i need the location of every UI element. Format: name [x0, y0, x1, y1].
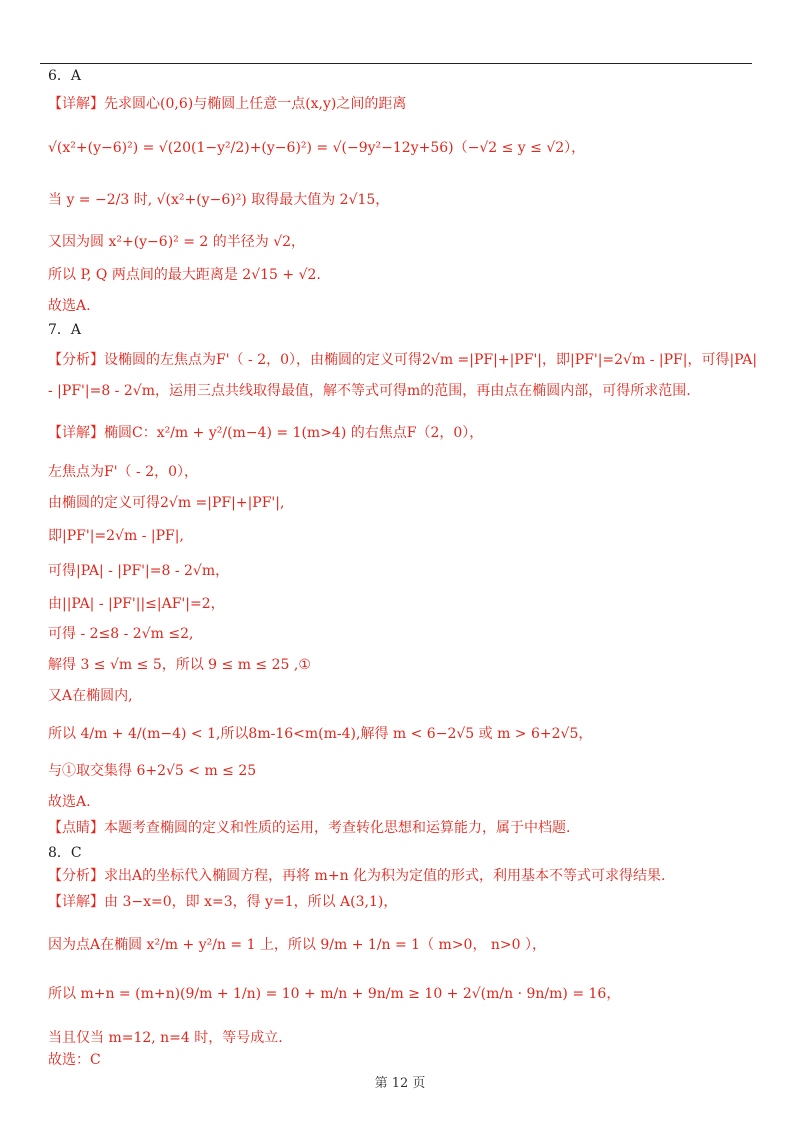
- header-rule: [40, 63, 752, 64]
- text-line: 可得|PA| - |PF'|=8 - 2√m，: [48, 563, 230, 579]
- text-line: 又A在椭圆内,: [48, 688, 133, 704]
- text-line: 与①取交集得 6+2√5 < m ≤ 25: [48, 763, 257, 779]
- text-line: 6．A: [48, 68, 82, 84]
- text-line: 当 y = −2/3 时, √(x²+(y−6)²) 取得最大值为 2√15，: [48, 192, 390, 208]
- text-line: 又因为圆 x²+(y−6)² = 2 的半径为 √2，: [48, 234, 306, 250]
- text-line: 7．A: [48, 322, 82, 338]
- text-line: 故选A.: [48, 794, 91, 810]
- text-line: 【点睛】本题考查椭圆的定义和性质的运用，考查转化思想和运算能力，属于中档题.: [48, 820, 571, 836]
- text-line: √(x²+(y−6)²) = √(20(1−y²/2)+(y−6)²) = √(−9y²−12y+56)（−√2 ≤ y ≤ √2），: [48, 140, 586, 156]
- text-line: 【分析】设椭圆的左焦点为F'（ - 2，0），由椭圆的定义可得2√m =|PF|+|PF'|，即|PF'|=2√m - |PF|，可得|PA|: [48, 352, 758, 368]
- text-line: 因为点A在椭圆 x²/m + y²/n = 1 上，所以 9/m + 1/n = 1（ m>0， n>0 ），: [48, 937, 547, 953]
- text-line: 【分析】求出A的坐标代入椭圆方程，再将 m+n 化为积为定值的形式，利用基本不等式可求得结果.: [48, 868, 666, 884]
- text-line: 【详解】椭圆C：x²/m + y²/(m−4) = 1(m>4) 的右焦点F（2，0），: [48, 425, 484, 441]
- text-line: 所以 m+n = (m+n)(9/m + 1/n) = 10 + m/n + 9n/m ≥ 10 + 2√(m/n · 9n/m) = 16，: [48, 986, 621, 1002]
- text-line: 故选A.: [48, 298, 91, 314]
- text-line: 所以 4/m + 4/(m−4) < 1,所以8m-16<m(m-4),解得 m < 6−2√5 或 m > 6+2√5，: [48, 726, 593, 742]
- text-line: 由||PA| - |PF'||≤|AF'|=2，: [48, 596, 225, 612]
- page-number: 第 12 页: [374, 1076, 426, 1091]
- text-line: 8．C: [48, 845, 82, 861]
- text-line: - |PF'|=8 - 2√m，运用三点共线取得最值，解不等式可得m的范围，再由点在椭圆内部，可得所求范围.: [48, 383, 691, 399]
- text-line: 当且仅当 m=12, n=4 时，等号成立.: [48, 1030, 283, 1046]
- text-line: 可得 - 2≤8 - 2√m ≤2,: [48, 626, 194, 642]
- text-line: 所以 P, Q 两点间的最大距离是 2√15 + √2.: [48, 267, 321, 283]
- text-line: 故选：C: [48, 1052, 101, 1068]
- text-line: 【详解】由 3−x=0，即 x=3，得 y=1，所以 A(3,1)，: [48, 894, 398, 910]
- text-line: 解得 3 ≤ √m ≤ 5，所以 9 ≤ m ≤ 25 ,①: [48, 657, 311, 673]
- text-line: 由椭圆的定义可得2√m =|PF|+|PF'|,: [48, 495, 285, 511]
- text-line: 即|PF'|=2√m - |PF|,: [48, 528, 184, 544]
- text-line: 【详解】先求圆心(0,6)与椭圆上任意一点(x,y)之间的距离: [48, 96, 407, 112]
- text-line: 左焦点为F'（ - 2，0），: [48, 464, 199, 480]
